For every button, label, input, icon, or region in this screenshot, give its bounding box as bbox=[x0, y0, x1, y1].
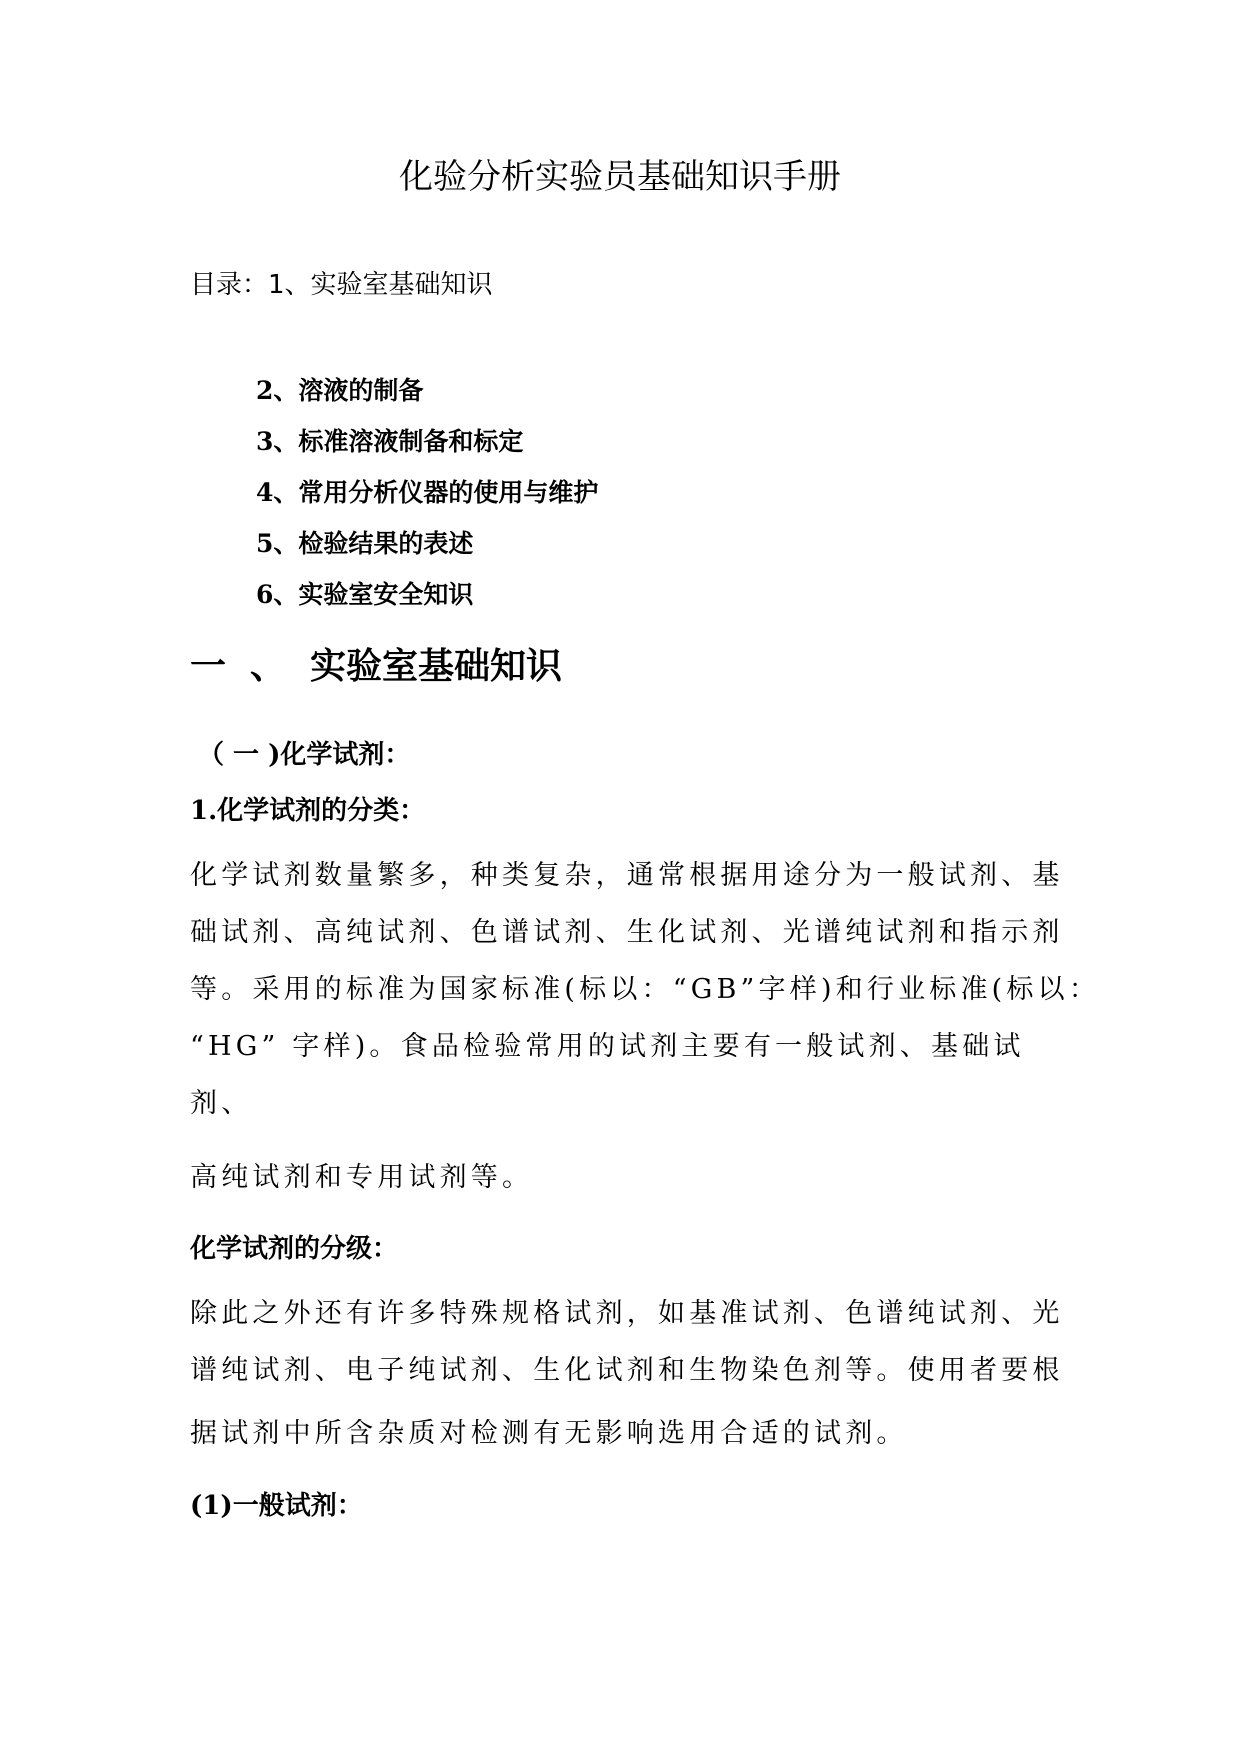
toc-first-line: 目录：1、实验室基础知识 bbox=[190, 270, 493, 300]
subsection-heading: 1.化学试剂的分类： bbox=[190, 796, 426, 826]
chapter-separator: 、 bbox=[250, 645, 287, 687]
chapter-heading bbox=[190, 645, 563, 687]
toc-item: 2、溶液的制备 bbox=[256, 376, 424, 405]
paragraph-line: 础试剂、高纯试剂、色谱试剂、生化试剂、光谱纯试剂和指示剂 bbox=[190, 917, 1064, 948]
paragraph-line: 等。采用的标准为国家标准(标以：“GB”字样)和行业标准(标以： bbox=[190, 974, 1101, 1005]
toc-item: 6、实验室安全知识 bbox=[256, 580, 474, 609]
chapter-title: 实验室基础知识 bbox=[310, 645, 563, 687]
toc-item: 5、检验结果的表述 bbox=[256, 529, 474, 558]
toc-item: 4、常用分析仪器的使用与维护 bbox=[256, 478, 599, 507]
paragraph-line: 谱纯试剂、电子纯试剂、生化试剂和生物染色剂等。使用者要根 bbox=[190, 1355, 1064, 1386]
paragraph-line: 除此之外还有许多特殊规格试剂，如基准试剂、色谱纯试剂、光 bbox=[190, 1298, 1064, 1329]
document-title: 化验分析实验员基础知识手册 bbox=[399, 157, 841, 197]
section-heading: （ 一 )化学试剂： bbox=[198, 740, 411, 770]
section-heading: 化学试剂的分级： bbox=[190, 1234, 399, 1264]
chapter-number: 一 bbox=[190, 645, 227, 687]
section-heading: (1)一般试剂： bbox=[190, 1491, 363, 1521]
paragraph-line: 剂、 bbox=[190, 1088, 253, 1119]
paragraph-line: 高纯试剂和专用试剂等。 bbox=[190, 1162, 534, 1193]
paragraph-line: “HG” 字样)。食品检验常用的试剂主要有一般试剂、基础试 bbox=[190, 1031, 1025, 1062]
paragraph-line: 化学试剂数量繁多，种类复杂，通常根据用途分为一般试剂、基 bbox=[190, 860, 1064, 891]
toc-item: 3、标准溶液制备和标定 bbox=[256, 427, 524, 456]
paragraph-line: 据试剂中所含杂质对检测有无影响选用合适的试剂。 bbox=[190, 1418, 908, 1449]
